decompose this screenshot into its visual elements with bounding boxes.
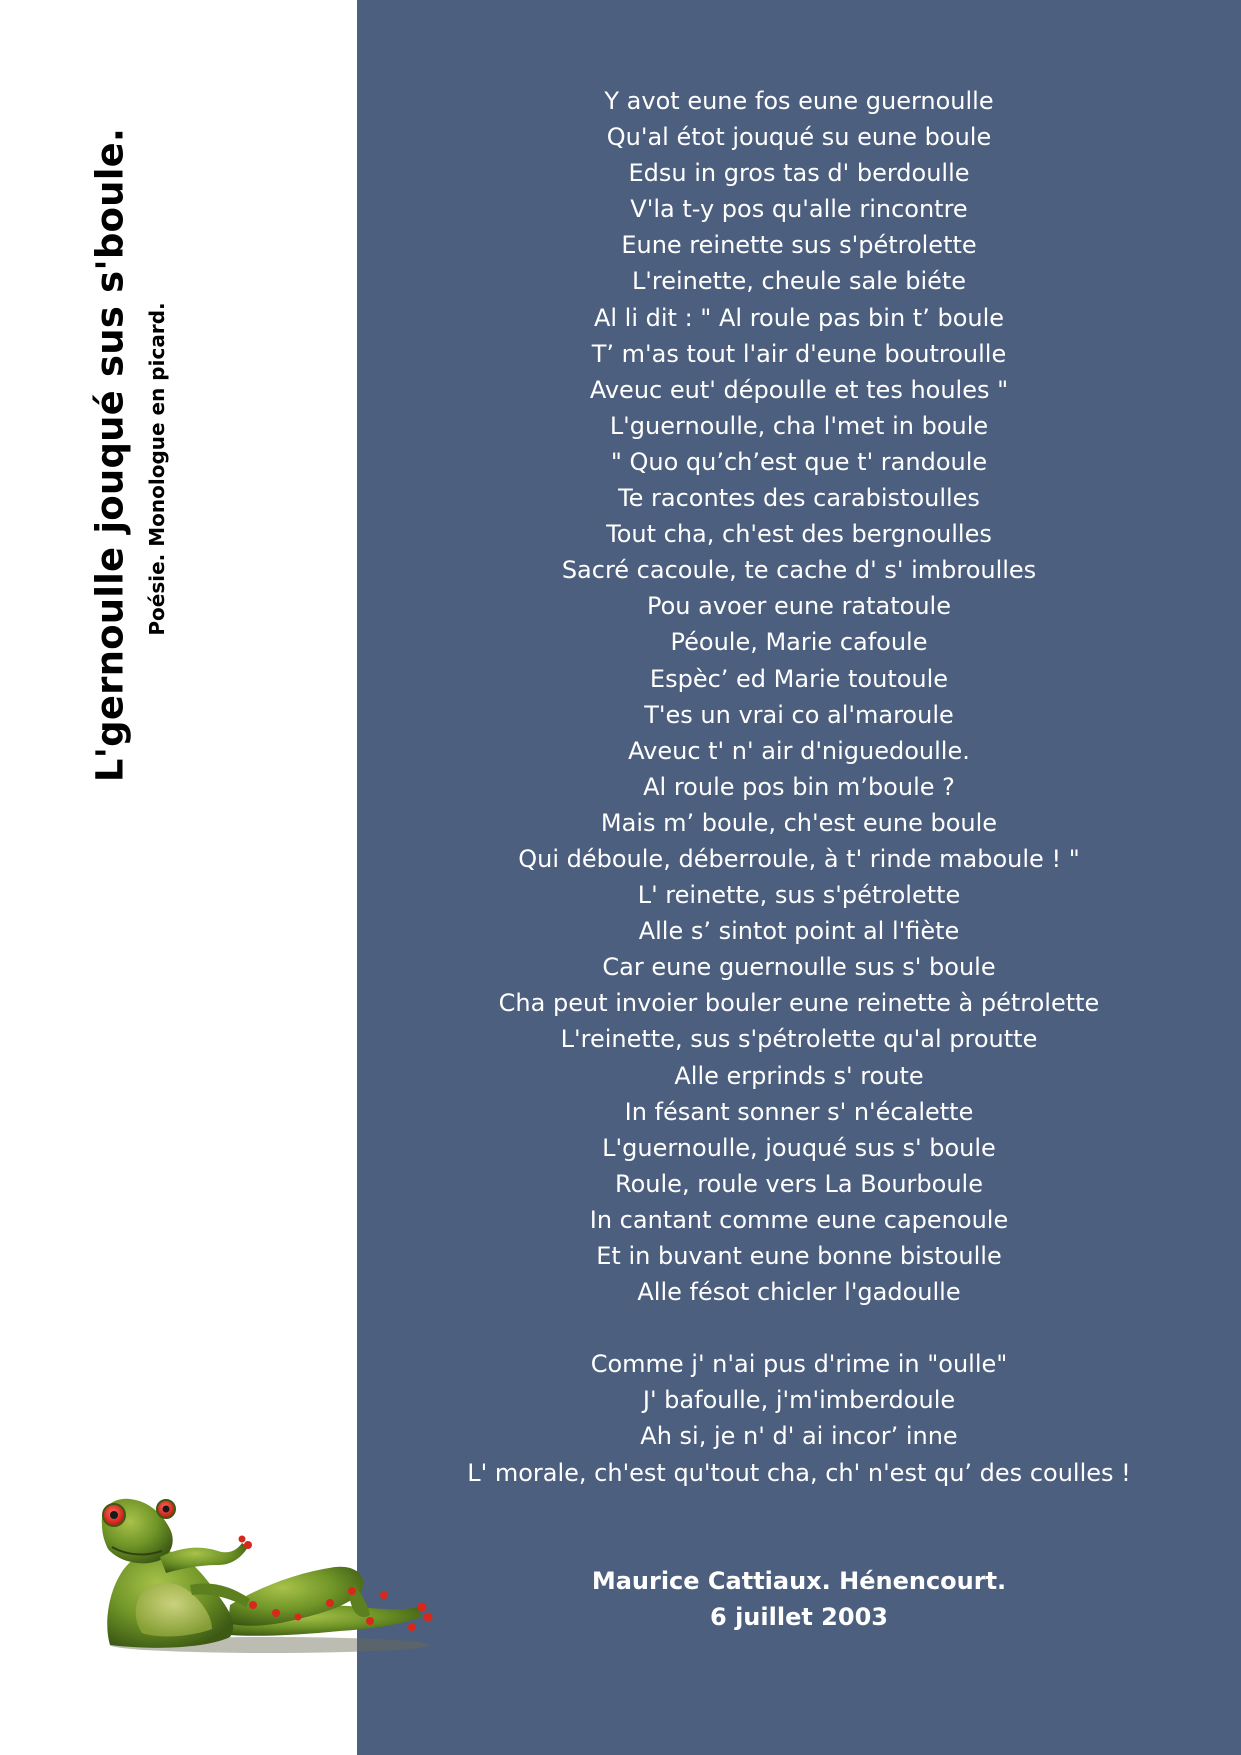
poem-line: L' morale, ch'est qu'tout cha, ch' n'est qu’ des coulles ! <box>467 1458 1131 1487</box>
poem-line: J' bafoulle, j'm'imberdoule <box>642 1386 956 1415</box>
poem-line: T'es un vrai co al'maroule <box>644 700 954 729</box>
poem-line: Et in buvant eune bonne bistoulle <box>596 1242 1002 1270</box>
poem-line: Péoule, Marie cafoule <box>670 628 928 657</box>
poem-line: Alle erprinds s' route <box>674 1061 924 1090</box>
frog-illustration <box>100 1495 435 1655</box>
poem-line: Al roule pos bin m’boule ? <box>643 772 955 801</box>
poem-title: L'gernoulle jouqué sus s'boule. <box>88 127 132 783</box>
poem-date: 6 juillet 2003 <box>710 1603 888 1631</box>
poem-line: Alle s’ sintot point al l'fiète <box>638 917 960 946</box>
poem-line: Qui déboule, déberroule, à t' rinde maboule ! " <box>518 844 1080 873</box>
poem-line: Aveuc eut' dépoulle et tes houles " <box>589 375 1009 404</box>
poem-line: Comme j' n'ai pus d'rime in "oulle" <box>590 1350 1008 1379</box>
poem-line: Tout cha, ch'est des bergnoulles <box>606 520 992 549</box>
poem-body <box>357 83 1241 1491</box>
poem-subtitle: Poésie. Monologue en picard. <box>145 302 169 636</box>
poem-line: Aveuc t' n' air d'niguedoulle. <box>628 736 970 765</box>
signature <box>357 1563 1241 1635</box>
poem-line: Alle fésot chicler l'gadoulle <box>637 1278 961 1307</box>
stanza-gap <box>357 1310 1241 1346</box>
poem-line: Eune reinette sus s'pétrolette <box>621 231 977 260</box>
poem-line: Y avot eune fos eune guernoulle <box>604 87 994 115</box>
poem-line: Cha peut invoier bouler eune reinette à pétrolette <box>498 989 1100 1018</box>
poem-line: Car eune guernoulle sus s' boule <box>602 953 996 982</box>
poem-line: Al li dit : " Al roule pas bin t’ boule <box>593 303 1005 332</box>
poem-line: Roule, roule vers La Bourboule <box>615 1169 983 1198</box>
poem-line: In cantant comme eune capenoule <box>589 1205 1009 1234</box>
left-panel <box>0 0 357 1755</box>
poem-line: L'reinette, sus s'pétrolette qu'al proutte <box>560 1025 1038 1054</box>
stanza-1 <box>357 83 1241 1310</box>
poem-line: T’ m'as tout l'air d'eune boutroulle <box>591 339 1007 368</box>
poem-line: Te racontes des carabistoulles <box>618 484 980 513</box>
poem-line: Qu'al étot jouqué su eune boule <box>606 123 992 152</box>
poem-line: Edsu in gros tas d' berdoulle <box>628 159 970 188</box>
poem-line: " Quo qu’ch’est que t' randoule <box>610 447 988 476</box>
poem-line: Sacré cacoule, te cache d' s' imbroulles <box>561 556 1037 585</box>
poem-line: In fésant sonner s' n'écalette <box>624 1097 974 1126</box>
stanza-2 <box>357 1346 1241 1490</box>
poem-line: L'guernoulle, jouqué sus s' boule <box>602 1133 996 1162</box>
poem-line: Pou avoer eune ratatoule <box>646 592 951 621</box>
poem-line: V'la t-y pos qu'alle rincontre <box>630 195 968 224</box>
poem-line: Espèc’ ed Marie toutoule <box>649 664 949 693</box>
poem-line: L'reinette, cheule sale biéte <box>631 267 967 296</box>
poem-line: Ah si, je n' d' ai incor’ inne <box>640 1422 958 1451</box>
poem-line: Mais m’ boule, ch'est eune boule <box>600 808 998 837</box>
poem-line: L' reinette, sus s'pétrolette <box>637 881 961 910</box>
author-name: Maurice Cattiaux. Hénencourt. <box>591 1567 1007 1595</box>
poem-line: L'guernoulle, cha l'met in boule <box>609 411 989 440</box>
